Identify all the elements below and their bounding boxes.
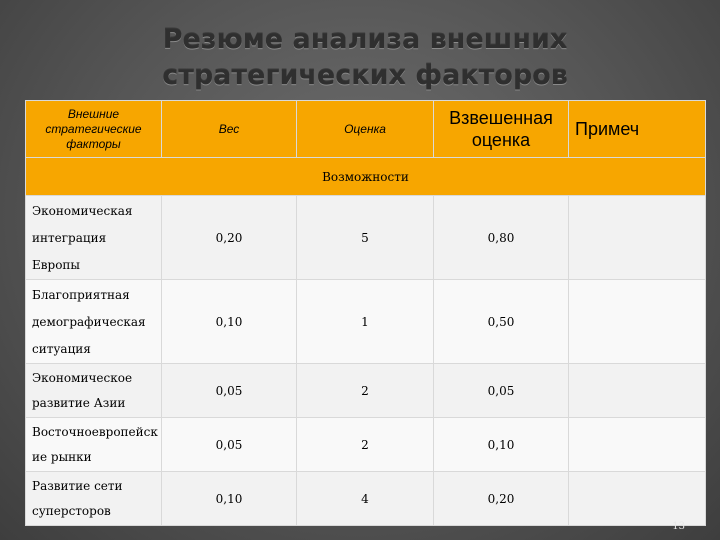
weight-cell: 0,20 bbox=[162, 196, 297, 280]
factor-name-line: интеграция bbox=[32, 231, 107, 245]
weighted-score-cell: 0,05 bbox=[434, 364, 569, 418]
factor-name-line: Экономическая bbox=[32, 204, 133, 218]
factor-name-cell bbox=[26, 472, 162, 526]
score-cell: 4 bbox=[297, 472, 434, 526]
header-factors-line-3: факторы bbox=[66, 136, 121, 151]
table-row bbox=[26, 364, 706, 418]
header-weighted-line-2: оценка bbox=[471, 130, 531, 150]
score-cell: 2 bbox=[297, 364, 434, 418]
table-row bbox=[26, 196, 706, 280]
factor-name-cell bbox=[26, 418, 162, 472]
factor-name-cell bbox=[26, 196, 162, 280]
factor-name-line: Благоприятная bbox=[32, 288, 130, 302]
note-cell bbox=[569, 418, 706, 472]
slide-title-line-1: Резюме анализа внешних bbox=[162, 24, 568, 55]
score-cell: 2 bbox=[297, 418, 434, 472]
factor-name-cell bbox=[26, 364, 162, 418]
weight-cell: 0,05 bbox=[162, 418, 297, 472]
factor-name-line: Экономическое bbox=[32, 371, 133, 385]
factor-name-line: Европы bbox=[32, 258, 80, 272]
section-opportunities: Возможности bbox=[26, 158, 706, 196]
header-weight: Вес bbox=[162, 101, 297, 158]
weighted-score-cell: 0,80 bbox=[434, 196, 569, 280]
weight-cell: 0,10 bbox=[162, 280, 297, 364]
table-row bbox=[26, 472, 706, 526]
table-row bbox=[26, 418, 706, 472]
slide-title bbox=[150, 22, 580, 94]
header-note: Примеч bbox=[569, 101, 706, 158]
table-header-row bbox=[26, 101, 706, 158]
note-cell bbox=[569, 472, 706, 526]
header-factors-line-2: стратегические bbox=[45, 121, 142, 136]
factor-name-line: суперсторов bbox=[32, 504, 111, 518]
header-factors-line-1: Внешние bbox=[67, 106, 120, 121]
weighted-score-cell: 0,10 bbox=[434, 418, 569, 472]
factor-name-cell bbox=[26, 280, 162, 364]
table-row bbox=[26, 280, 706, 364]
header-weighted-score bbox=[434, 101, 569, 158]
section-row bbox=[26, 158, 706, 196]
weighted-score-cell: 0,20 bbox=[434, 472, 569, 526]
factor-name-line: демографическая bbox=[32, 315, 146, 329]
factor-name-line: Восточноевропейск bbox=[32, 425, 158, 439]
factor-name-line: развитие Азии bbox=[32, 396, 126, 410]
score-cell: 5 bbox=[297, 196, 434, 280]
note-cell bbox=[569, 196, 706, 280]
header-factors bbox=[26, 101, 162, 158]
weight-cell: 0,10 bbox=[162, 472, 297, 526]
slide-title-line-2: стратегических факторов bbox=[162, 60, 568, 91]
factor-name-line: ие рынки bbox=[32, 450, 92, 464]
factor-name-line: ситуация bbox=[32, 342, 91, 356]
factor-name-line: Развитие сети bbox=[32, 479, 123, 493]
score-cell: 1 bbox=[297, 280, 434, 364]
factors-table bbox=[25, 100, 706, 526]
note-cell bbox=[569, 280, 706, 364]
weighted-score-cell: 0,50 bbox=[434, 280, 569, 364]
page-number: 13 bbox=[672, 521, 685, 532]
weight-cell: 0,05 bbox=[162, 364, 297, 418]
note-cell bbox=[569, 364, 706, 418]
header-weighted-line-1: Взвешенная bbox=[449, 108, 553, 128]
header-score: Оценка bbox=[297, 101, 434, 158]
